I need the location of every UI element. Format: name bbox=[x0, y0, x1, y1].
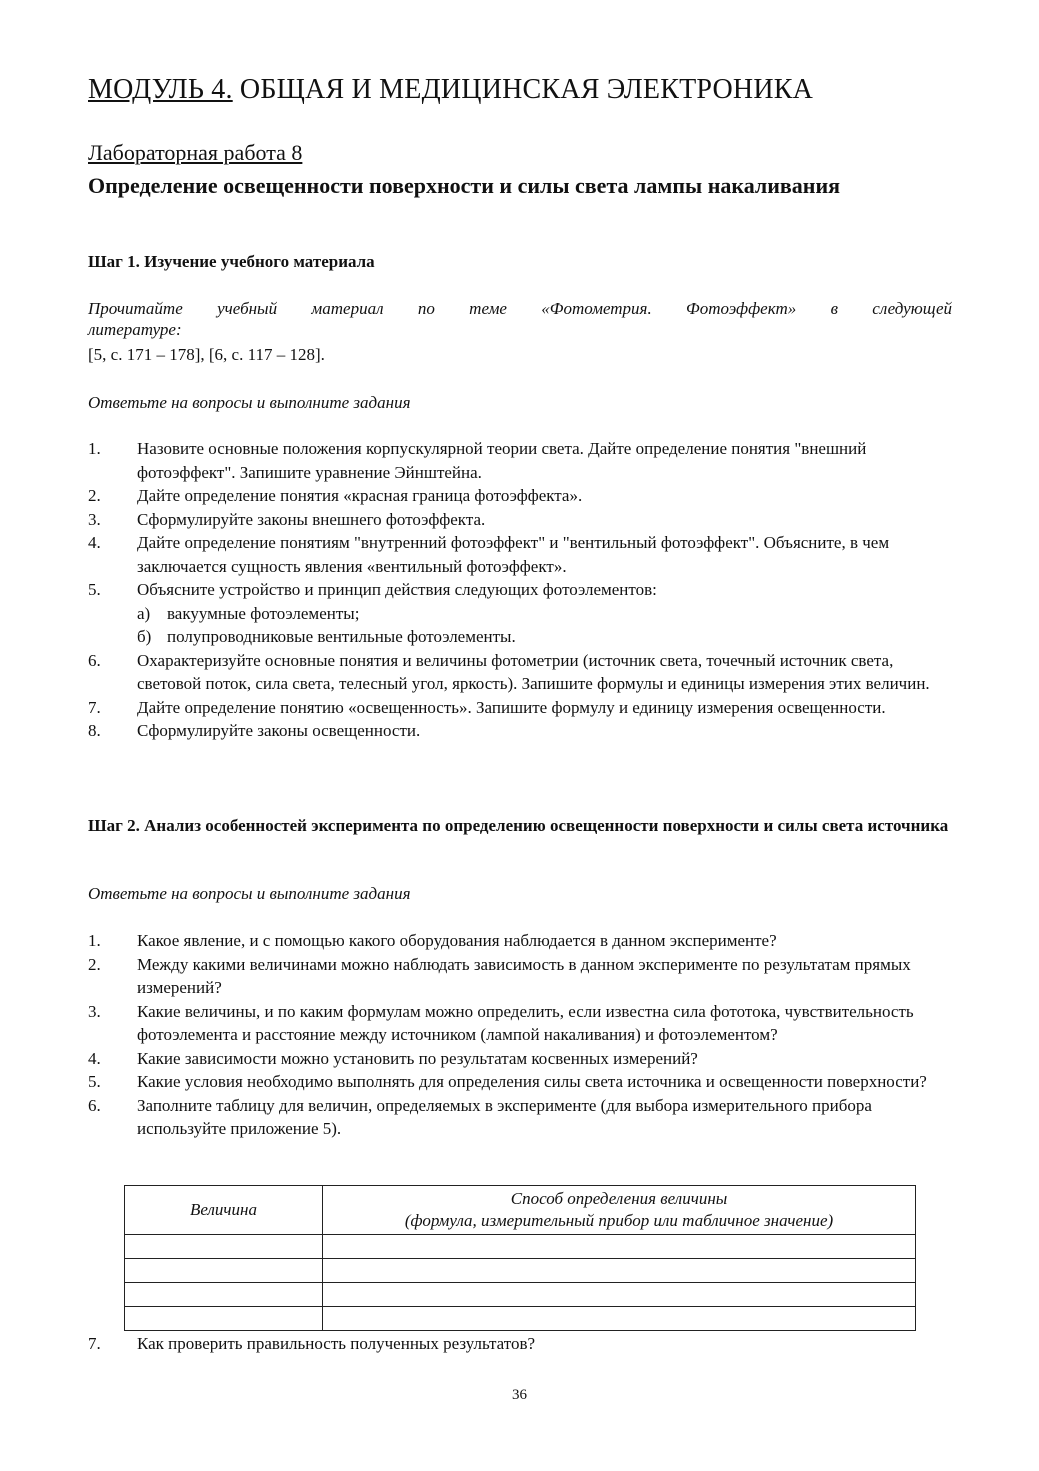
list-item: 1. Какое явление, и с помощью какого оборудования наблюдается в данном эксперименте? bbox=[88, 931, 777, 950]
page-number: 36 bbox=[512, 1387, 527, 1403]
module-prefix: МОДУЛЬ 4. bbox=[88, 74, 233, 105]
list-item: 4. Дайте определение понятиям "внутренний фотоэффект" и "вентильный фотоэффект". Объясните, в чем заключается сущность явления «вентильный фотоэффект». bbox=[88, 533, 890, 576]
list-item: 2. Между какими величинами можно наблюдать зависимость в данном эксперименте по результатам прямых измерений? bbox=[88, 954, 911, 997]
list-item: 5. Какие условия необходимо выполнять для определения силы света источника и освещенности поверхности? bbox=[88, 1072, 927, 1091]
table-header-row bbox=[125, 1186, 916, 1235]
list-item: 4. Какие зависимости можно установить по результатам косвенных измерений? bbox=[88, 1048, 698, 1068]
table-cell[interactable] bbox=[125, 1307, 323, 1331]
list-item: 7. Дайте определение понятию «освещенность». Запишите формулу и единицу измерения освещенности. bbox=[88, 697, 886, 717]
step1-question-list bbox=[88, 437, 958, 743]
list-item: 8. Сформулируйте законы освещенности. bbox=[88, 721, 421, 740]
module-title bbox=[88, 74, 813, 106]
list-item: 3. Какие величины, и по каким формулам можно определить, если известна сила фототока, чувствительность фотоэлемента и расстояние между источником (лампой накаливания) и фотоэлементом? bbox=[88, 1001, 914, 1044]
table-row bbox=[125, 1283, 916, 1307]
step2-heading: Шаг 2. Анализ особенностей эксперимента по определению освещенности поверхности и силы света источника bbox=[88, 816, 949, 835]
table-header-quantity: Величина bbox=[125, 1186, 323, 1235]
table-cell[interactable] bbox=[323, 1283, 916, 1307]
lab-subtitle: Определение освещенности поверхности и силы света лампы накаливания bbox=[88, 173, 841, 198]
measurement-table bbox=[124, 1185, 916, 1331]
list-item: 6. Охарактеризуйте основные понятия и величины фотометрии (источник света, точечный источник света, световой поток, сила света, телесный угол, яркость). Запишите формулы и единицы измерения этих величин. bbox=[88, 650, 930, 693]
list-item: 6. Заполните таблицу для величин, определяемых в эксперименте (для выбора измерительного прибора используйте приложение 5). bbox=[88, 1095, 872, 1138]
table-row bbox=[125, 1235, 916, 1259]
table-row bbox=[125, 1259, 916, 1283]
list-item: 3. Сформулируйте законы внешнего фотоэффекта. bbox=[88, 509, 486, 529]
step1-intro-line1: Прочитайте учебный материал по теме «Фотометрия. Фотоэффект» в следующей bbox=[88, 299, 952, 318]
list-item: 2. Дайте определение понятия «красная граница фотоэффекта». bbox=[88, 486, 583, 505]
step2-question-list bbox=[88, 929, 958, 1141]
lab-title: Лабораторная работа 8 bbox=[88, 140, 303, 165]
step1-intro-line2: литературе: bbox=[88, 320, 182, 339]
step2-answer-prompt: Ответьте на вопросы и выполните задания bbox=[88, 884, 411, 903]
list-item: 1. Назовите основные положения корпускулярной теории света. Дайте определение понятия "внешний фотоэффект". Запишите уравнение Эйнштейна. bbox=[88, 439, 867, 482]
table-header-method: Способ определения величины (формула, измерительный прибор или табличное значение) bbox=[323, 1186, 916, 1235]
table-cell[interactable] bbox=[125, 1283, 323, 1307]
sub-item-b: б) полупроводниковые вентильные фотоэлементы. bbox=[137, 627, 516, 646]
module-name: ОБЩАЯ И МЕДИЦИНСКАЯ ЭЛЕКТРОНИКА bbox=[232, 74, 814, 105]
step1-heading: Шаг 1. Изучение учебного материала bbox=[88, 252, 375, 271]
table-cell[interactable] bbox=[125, 1259, 323, 1283]
step1-references: [5, с. 171 – 178], [6, с. 117 – 128]. bbox=[88, 345, 325, 364]
step1-answer-prompt: Ответьте на вопросы и выполните задания bbox=[88, 393, 411, 412]
list-item: 5. Объясните устройство и принцип действия следующих фотоэлементов: а) вакуумные фотоэлементы; б) полупроводниковые вентильные фотоэлементы. bbox=[88, 578, 958, 649]
table-cell[interactable] bbox=[323, 1259, 916, 1283]
table-cell[interactable] bbox=[125, 1235, 323, 1259]
step2-question-7: 7. Как проверить правильность полученных результатов? bbox=[88, 1334, 536, 1353]
table-cell[interactable] bbox=[323, 1307, 916, 1331]
sub-item-a: а) вакуумные фотоэлементы; bbox=[137, 603, 360, 623]
table-row bbox=[125, 1307, 916, 1331]
table-cell[interactable] bbox=[323, 1235, 916, 1259]
